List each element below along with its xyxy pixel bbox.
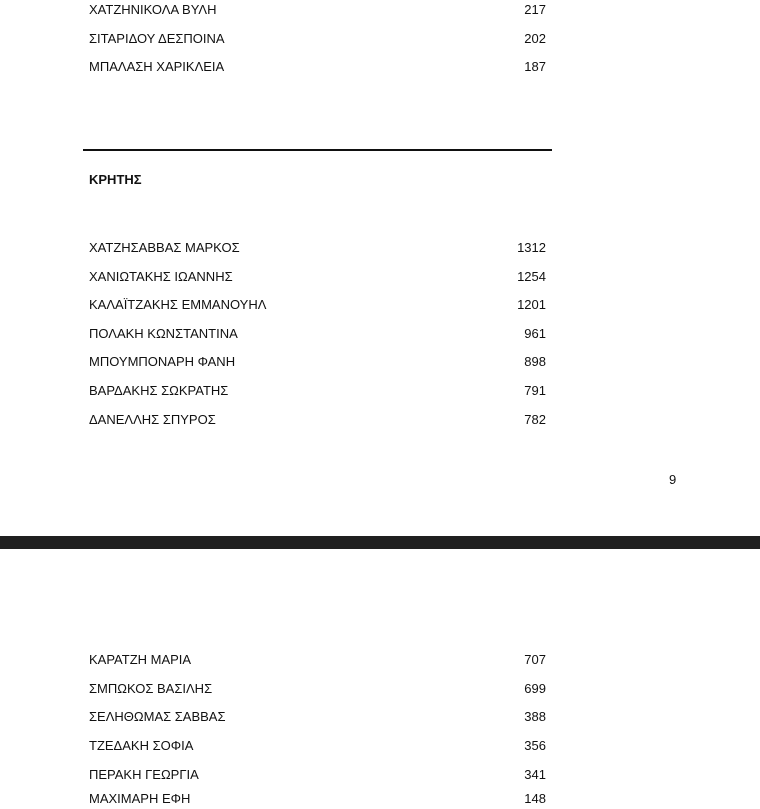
vote-count: 699 <box>524 681 546 696</box>
candidate-name: ΚΑΛΑΪΤΖΑΚΗΣ ΕΜΜΑΝΟΥΗΛ <box>89 297 267 312</box>
table-row <box>89 381 546 401</box>
candidate-name: ΜΠΟΥΜΠΟΝΑΡΗ ΦΑΝΗ <box>89 354 236 369</box>
vote-count: 898 <box>524 354 546 369</box>
candidate-name: ΤΖΕΔΑΚΗ ΣΟΦΙΑ <box>89 738 194 753</box>
section-heading: ΚΡΗΤΗΣ <box>89 172 142 187</box>
vote-count: 148 <box>524 791 546 806</box>
table-row <box>89 352 546 372</box>
page-number: 9 <box>669 472 677 487</box>
table-row <box>89 267 546 287</box>
candidate-name: ΚΑΡΑΤΖΗ ΜΑΡΙΑ <box>89 652 192 667</box>
vote-count: 707 <box>524 652 546 667</box>
vote-count: 791 <box>524 383 546 398</box>
vote-count: 217 <box>524 2 546 17</box>
candidate-name: ΜΑΧΙΜΑΡΗ ΕΦΗ <box>89 791 191 806</box>
vote-count: 341 <box>524 767 546 782</box>
candidate-name: ΜΠΑΛΑΣΗ ΧΑΡΙΚΛΕΙΑ <box>89 59 225 74</box>
candidate-name: ΔΑΝΕΛΛΗΣ ΣΠΥΡΟΣ <box>89 412 216 427</box>
candidate-name: ΧΑΤΖΗΣΑΒΒΑΣ ΜΑΡΚΟΣ <box>89 240 240 255</box>
vote-count: 1201 <box>517 297 546 312</box>
table-row <box>89 789 546 809</box>
page-separator <box>0 536 760 549</box>
vote-count: 782 <box>524 412 546 427</box>
table-row <box>89 29 546 49</box>
table-row <box>89 57 546 77</box>
candidate-name: ΣΙΤΑΡΙΔΟΥ ΔΕΣΠΟΙΝΑ <box>89 31 225 46</box>
section-divider <box>83 149 552 151</box>
vote-count: 1312 <box>517 240 546 255</box>
table-row <box>89 679 546 699</box>
table-row <box>89 736 546 756</box>
candidate-name: ΠΕΡΑΚΗ ΓΕΩΡΓΙΑ <box>89 767 199 782</box>
vote-count: 202 <box>524 31 546 46</box>
table-row <box>89 238 546 258</box>
vote-count: 356 <box>524 738 546 753</box>
vote-count: 187 <box>524 59 546 74</box>
candidate-name: ΒΑΡΔΑΚΗΣ ΣΩΚΡΑΤΗΣ <box>89 383 229 398</box>
vote-count: 388 <box>524 709 546 724</box>
table-row <box>89 765 546 785</box>
candidate-name: ΣΕΛΗΘΩΜΑΣ ΣΑΒΒΑΣ <box>89 709 226 724</box>
candidate-name: ΧΑΤΖΗΝΙΚΟΛΑ ΒΥΛΗ <box>89 2 217 17</box>
vote-count: 961 <box>524 326 546 341</box>
candidate-name: ΧΑΝΙΩΤΑΚΗΣ ΙΩΑΝΝΗΣ <box>89 269 233 284</box>
table-row <box>89 707 546 727</box>
table-row <box>89 650 546 670</box>
table-row <box>89 410 546 430</box>
vote-count: 1254 <box>517 269 546 284</box>
candidate-name: ΣΜΠΩΚΟΣ ΒΑΣΙΛΗΣ <box>89 681 213 696</box>
table-row <box>89 324 546 344</box>
table-row <box>89 295 546 315</box>
candidate-name: ΠΟΛΑΚΗ ΚΩΝΣΤΑΝΤΙΝΑ <box>89 326 238 341</box>
table-row <box>89 0 546 20</box>
